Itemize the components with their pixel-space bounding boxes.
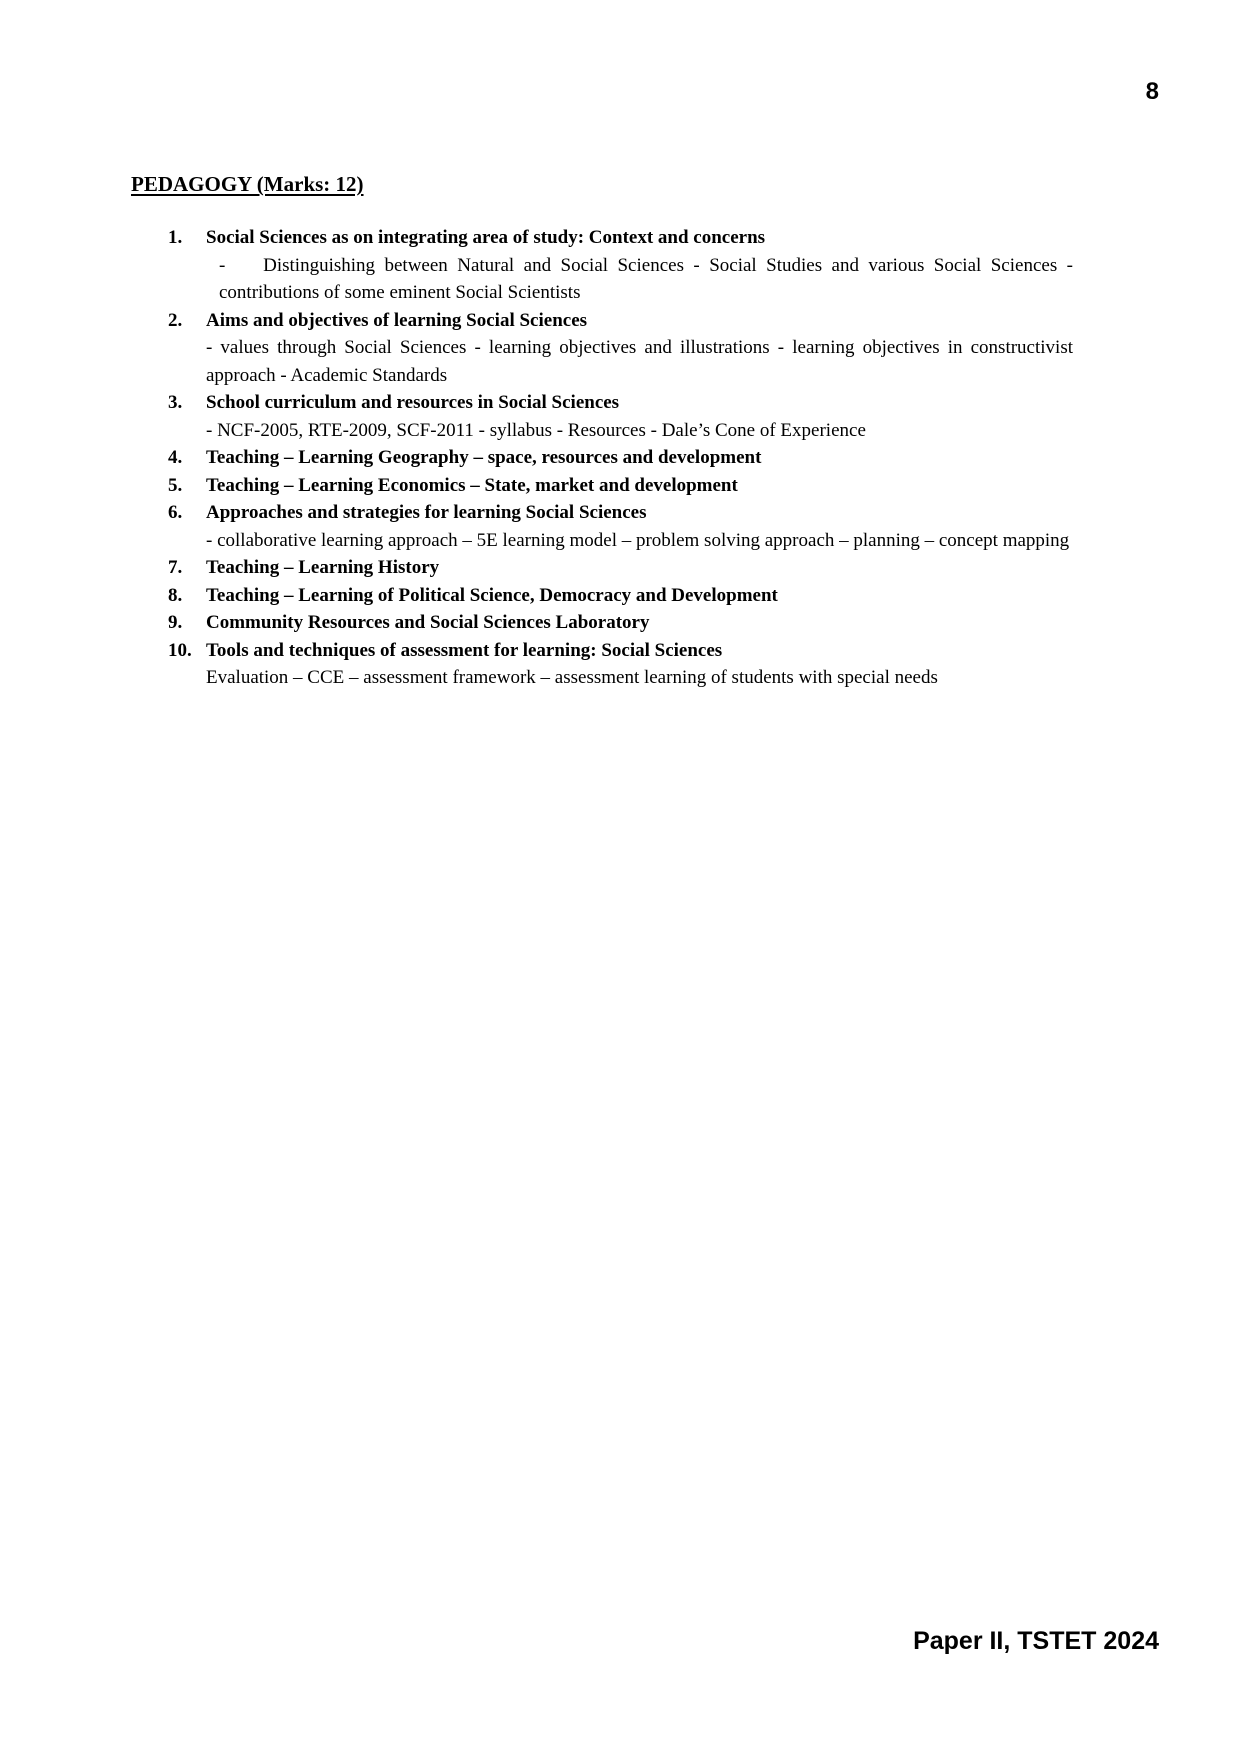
list-item [168, 224, 1073, 307]
item-detail: - NCF-2005, RTE-2009, SCF-2011 - syllabus - Resources - Dale’s Cone of Experience [206, 419, 866, 441]
item-number: 9. [168, 612, 183, 633]
list-item [168, 307, 1073, 390]
item-number: 4. [168, 447, 183, 468]
list-item [168, 444, 1073, 472]
list-item [168, 499, 1073, 554]
item-title: Tools and techniques of assessment for learning: Social Sciences [206, 639, 723, 661]
item-title: Community Resources and Social Sciences Laboratory [206, 612, 650, 633]
syllabus-list [168, 224, 1073, 692]
item-detail: Evaluation – CCE – assessment framework – assessment learning of students with special needs [206, 667, 938, 688]
list-item [168, 582, 1073, 610]
footer-title: Paper II, TSTET 2024 [913, 1627, 1159, 1655]
item-number: 8. [168, 584, 183, 606]
list-item [168, 472, 1073, 500]
item-title: Teaching – Learning History [206, 557, 440, 578]
item-title: Teaching – Learning of Political Science, Democracy and Development [206, 584, 778, 606]
page-number: 8 [1145, 78, 1159, 105]
list-item [168, 554, 1073, 582]
item-title: Teaching – Learning Economics – State, market and development [206, 474, 738, 496]
item-detail: - values through Social Sciences - learning objectives and illustrations - learning objectives in constructivist approach - Academic Standards [206, 337, 1073, 386]
item-title: Approaches and strategies for learning Social Sciences [206, 502, 647, 523]
item-number: 5. [168, 474, 183, 496]
item-title: Aims and objectives of learning Social Sciences [206, 309, 588, 331]
item-title: School curriculum and resources in Social Sciences [206, 392, 620, 413]
item-detail: - Distinguishing between Natural and Social Sciences - Social Studies and various Social Sciences - contributions of some eminent Social Scientists [219, 254, 1073, 303]
list-item [168, 609, 1073, 637]
item-number: 6. [168, 502, 183, 523]
item-number: 2. [168, 309, 183, 331]
item-number: 3. [168, 392, 183, 413]
item-title: Teaching – Learning Geography – space, resources and development [206, 447, 762, 468]
item-detail: - collaborative learning approach – 5E learning model – problem solving approach – planning – concept mapping [206, 529, 1070, 551]
list-item [168, 637, 1073, 692]
item-number: 7. [168, 557, 183, 578]
item-number: 1. [168, 227, 183, 248]
list-item [168, 389, 1073, 444]
item-title: Social Sciences as on integrating area of study: Context and concerns [206, 227, 766, 248]
item-number: 10. [168, 639, 192, 661]
section-heading: PEDAGOGY (Marks: 12) [131, 172, 364, 196]
